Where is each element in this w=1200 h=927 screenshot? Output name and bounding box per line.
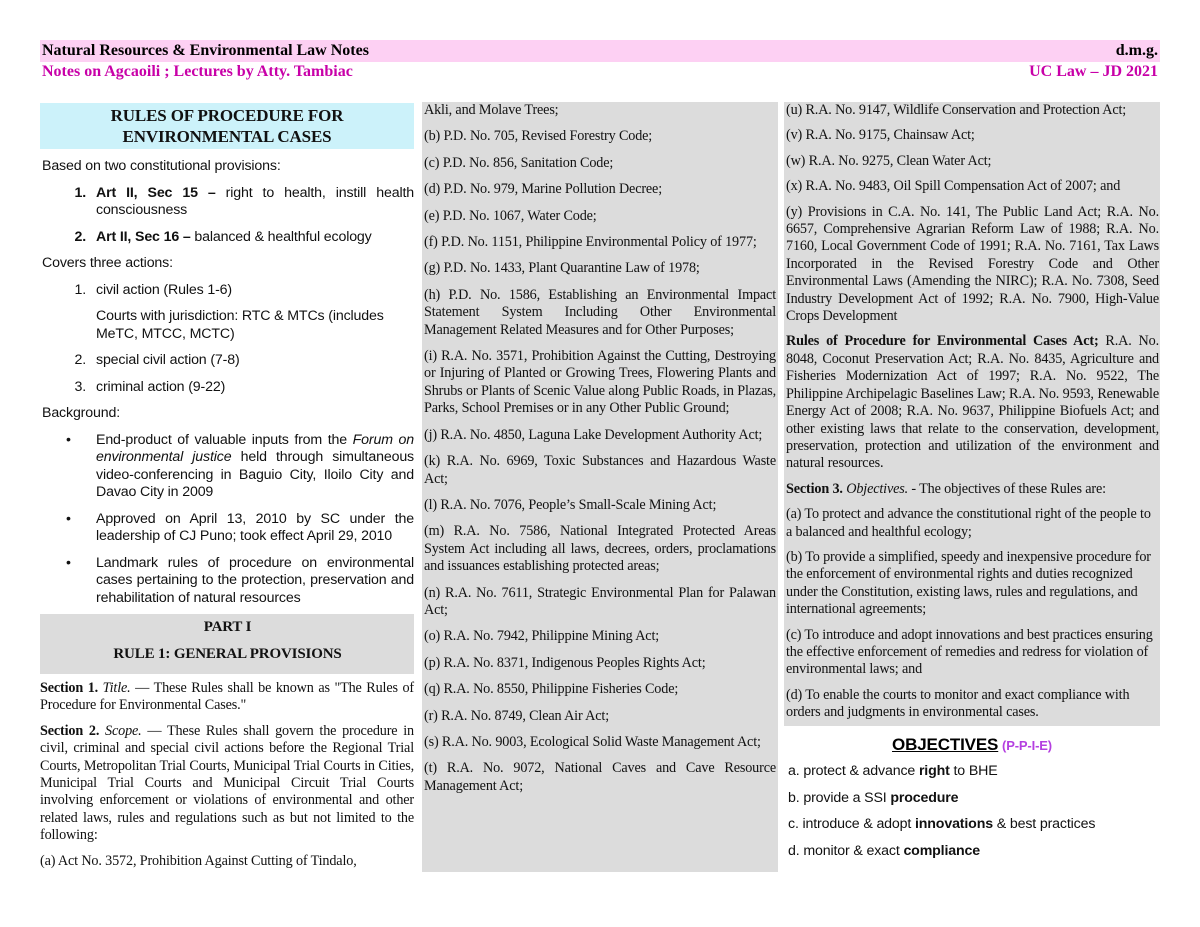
- law-item: (n) R.A. No. 7611, Strategic Environmental Plan for Palawan Act;: [424, 584, 776, 618]
- summary-keyword: innovations: [914, 816, 993, 832]
- law-item: (l) R.A. No. 7076, People’s Small-Scale Mining Act;: [424, 496, 717, 513]
- provision-number: 2.: [74, 228, 86, 245]
- objective-summary-item: [788, 790, 1160, 808]
- objectives-heading: [784, 736, 1160, 755]
- provision-desc: right to health, instill health consciousness: [96, 184, 414, 218]
- provision-item: [40, 229, 414, 247]
- law-item: (g) P.D. No. 1433, Plant Quarantine Law of 1978;: [424, 260, 700, 277]
- forum-name: Forum on environmental justice: [96, 431, 414, 465]
- document-title: Natural Resources & Environmental Law Notes: [42, 42, 369, 59]
- law-item: (r) R.A. No. 8749, Clean Air Act;: [424, 707, 609, 724]
- bullet-icon: •: [66, 431, 71, 448]
- action-number: 1.: [74, 281, 86, 298]
- rule-heading: RULE 1: GENERAL PROVISIONS: [113, 646, 342, 662]
- action-number: 3.: [74, 378, 86, 395]
- section-name: Scope.: [105, 722, 142, 739]
- section-3: [786, 481, 1159, 498]
- action-text: criminal action (9-22): [96, 378, 226, 395]
- section-2: [40, 723, 414, 845]
- provision-text: [96, 229, 414, 247]
- law-item: (k) R.A. No. 6969, Toxic Substances and Hazardous Waste Act;: [424, 453, 776, 487]
- school-label: UC Law – JD 2021: [1029, 63, 1158, 80]
- law-item: (q) R.A. No. 8550, Philippine Fisheries Code;: [424, 681, 679, 698]
- jurisdiction-note: Courts with jurisdiction: RTC & MTCs (includes MeTC, MTCC, MCTC): [96, 308, 384, 342]
- summary-keyword: procedure: [890, 789, 959, 806]
- document-subtitle: Notes on Agcaoili ; Lectures by Atty. Tambiac: [42, 63, 353, 80]
- background-text: Landmark rules of procedure on environmental cases pertaining to the protection, preservation and rehabilitation of natural resources: [96, 554, 414, 606]
- rules-paragraph: [786, 333, 1159, 472]
- objective-summary-item: [788, 763, 1160, 781]
- section-label: Section 3.: [786, 480, 843, 497]
- objectives-mnemonic: (P-P-I-E): [1002, 737, 1052, 753]
- provision-desc: balanced & healthful ecology: [190, 228, 372, 245]
- objective-item: (d) To enable the courts to monitor and exact compliance with orders and judgments in environmental cases.: [786, 686, 1130, 721]
- bullet-icon: •: [66, 510, 71, 527]
- background-text-part: End-product of valuable inputs from the: [96, 431, 353, 448]
- action-text: special civil action (7-8): [96, 352, 240, 368]
- section-name: Objectives.: [846, 480, 909, 497]
- law-item: (u) R.A. No. 9147, Wildlife Conservation and Protection Act;: [786, 102, 1127, 118]
- provision-item: [40, 185, 414, 220]
- law-item: (e) P.D. No. 1067, Water Code;: [424, 207, 597, 224]
- objective-summary-item: [788, 843, 1160, 861]
- section-label: Section 1.: [40, 680, 99, 696]
- law-item: (c) P.D. No. 856, Sanitation Code;: [424, 154, 614, 171]
- law-item: (y) Provisions in C.A. No. 141, The Public Land Act; R.A. No. 6657, Comprehensive Agrarian Reform Law of 1988; R.A. No. 7160, Local Government Code of 1991; R.A. No. 7161, Tax Laws Incorporated in the Revised Forestry Code and Other Environmental Laws (Amending the NIRC); R.A. No. 7308, Seed Industry Development Act of 1992; R.A. No. 7900, High-Value Crops Development: [786, 203, 1159, 325]
- header-row-1: [42, 42, 1158, 60]
- background-heading: Background:: [42, 405, 121, 421]
- law-item: (o) R.A. No. 7942, Philippine Mining Act;: [424, 628, 660, 645]
- law-item: (s) R.A. No. 9003, Ecological Solid Waste Management Act;: [424, 733, 761, 750]
- law-item: (v) R.A. No. 9175, Chainsaw Act;: [786, 127, 975, 144]
- summary-pre: a. protect & advance: [788, 763, 919, 779]
- section-text: — These Rules shall govern the procedure in civil, criminal and special civil actions before the Regional Trial Courts, Metropolitan Trial Courts, Municipal Trial Courts in Cities, Municipal Trial Courts and Municipal Circuit Trial Courts involving enforcement or violations of environmental and other related laws, rules and regulations such as but not limited to the following:: [40, 722, 414, 844]
- provision-number: 1.: [74, 184, 86, 201]
- summary-pre: c. introduce & adopt: [788, 816, 915, 832]
- action-item: [40, 282, 414, 300]
- objective-item: (a) To protect and advance the constitutional right of the people to a balanced and healthful ecology;: [786, 506, 1151, 540]
- rules-act-name: Rules of Procedure for Environmental Cases Act;: [786, 333, 1099, 350]
- author-initials: d.m.g.: [1115, 42, 1158, 59]
- column-2: [422, 102, 778, 872]
- section-text: — These Rules shall be known as "The Rules of Procedure for Environmental Cases.": [40, 680, 414, 714]
- summary-keyword: compliance: [903, 842, 980, 859]
- summary-keyword: right: [918, 763, 950, 779]
- background-item: [40, 555, 414, 608]
- section-label: Section 2.: [40, 722, 100, 739]
- action-item: [40, 379, 414, 397]
- section-text: - The objectives of these Rules are:: [908, 480, 1106, 497]
- objectives-title: OBJECTIVES: [892, 734, 999, 754]
- laws-and-objectives-block: [784, 102, 1160, 726]
- background-item: [40, 511, 414, 546]
- covers-intro: Covers three actions:: [42, 255, 173, 271]
- provision-ref: Art II, Sec 15 –: [96, 184, 216, 201]
- section-1: [40, 680, 414, 715]
- summary-post: to BHE: [949, 763, 998, 779]
- header-row-2: [42, 63, 1158, 81]
- law-item: (b) P.D. No. 705, Revised Forestry Code;: [424, 128, 653, 145]
- law-item: (m) R.A. No. 7586, National Integrated Protected Areas System Act including all laws, decrees, orders, proclamations and issuances establishing protected areas;: [424, 523, 776, 575]
- summary-pre: b. provide a SSI: [788, 789, 891, 806]
- law-item: (p) R.A. No. 8371, Indigenous Peoples Rights Act;: [424, 654, 706, 671]
- summary-pre: d. monitor & exact: [788, 842, 904, 859]
- provision-text: [96, 185, 414, 220]
- law-item: (x) R.A. No. 9483, Oil Spill Compensation Act of 2007; and: [786, 178, 1121, 195]
- page-header: [40, 40, 1160, 82]
- section-title: [40, 103, 414, 149]
- background-item: [40, 432, 414, 502]
- objective-summary-item: [788, 816, 1160, 834]
- column-1: [40, 103, 414, 878]
- law-item: (h) P.D. No. 1586, Establishing an Environmental Impact Statement System Including Other Environmental Management Related Measures and for Other Purposes;: [424, 286, 776, 338]
- action-number: 2.: [74, 352, 86, 368]
- background-text-part: held through simultaneous video-conferencing in Baguio City, Iloilo City and Davao City in 2009: [96, 449, 415, 500]
- rules-text: R.A. No. 8048, Coconut Preservation Act; R.A. No. 8435, Agriculture and Fisheries Modernization Act of 1997; R.A. No. 9522, The Philippine Archipelagic Baselines Law; R.A. No. 9593, Renewable Energy Act of 2008; R.A. No. 9637, Philippine Biofuels Act; and other existing laws that relate to the conservation, development, preservation, protection and utilization of the environment and natural resources.: [786, 333, 1159, 472]
- objective-item: (b) To provide a simplified, speedy and inexpensive procedure for the enforcement of environmental rights and duties recognized under the Constitution, existing laws, rules and regulations, and international agreements;: [786, 548, 1151, 618]
- law-item: Akli, and Molave Trees;: [424, 102, 559, 118]
- action-text: civil action (Rules 1-6): [96, 281, 232, 298]
- based-intro: Based on two constitutional provisions:: [42, 158, 281, 174]
- objective-item: (c) To introduce and adopt innovations and best practices ensuring the effective enforcement of remedies and redress for violation of environmental laws; and: [786, 626, 1153, 678]
- law-item: (w) R.A. No. 9275, Clean Water Act;: [786, 152, 992, 169]
- law-item: (i) R.A. No. 3571, Prohibition Against the Cutting, Destroying or Injuring of Planted or Growing Trees, Flowering Plants and Shrubs or Plants of Scenic Value along Public Roads, in Plazas, Parks, School Premises or in any Other Public Ground;: [424, 348, 776, 417]
- action-item: [40, 352, 414, 370]
- law-item: (j) R.A. No. 4850, Laguna Lake Development Authority Act;: [424, 426, 763, 443]
- law-item: (t) R.A. No. 9072, National Caves and Cave Resource Management Act;: [424, 760, 776, 794]
- column-3: [784, 102, 1160, 869]
- section-name: Title.: [102, 680, 131, 696]
- section-title-line-2: ENVIRONMENTAL CASES: [122, 127, 332, 146]
- law-item: (a) Act No. 3572, Prohibition Against Cutting of Tindalo,: [40, 852, 357, 869]
- law-item: (d) P.D. No. 979, Marine Pollution Decree;: [424, 181, 662, 198]
- section-title-line-1: RULES OF PROCEDURE FOR: [110, 106, 344, 125]
- background-text: [96, 432, 414, 502]
- provision-ref: Art II, Sec 16 –: [96, 228, 191, 245]
- bullet-icon: •: [66, 554, 71, 571]
- rule-1-block: [40, 614, 414, 674]
- law-item: (f) P.D. No. 1151, Philippine Environmental Policy of 1977;: [424, 234, 757, 251]
- background-text: Approved on April 13, 2010 by SC under the leadership of CJ Puno; took effect April 29, 2010: [96, 510, 414, 544]
- part-heading: PART I: [203, 619, 252, 635]
- summary-post: & best practices: [992, 816, 1096, 832]
